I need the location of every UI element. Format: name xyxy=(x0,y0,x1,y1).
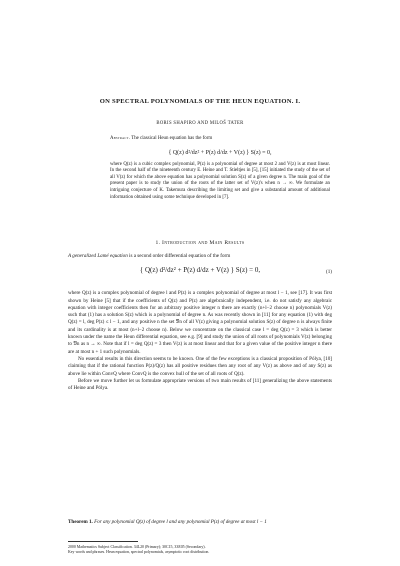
abstract-intro-line xyxy=(110,136,330,143)
paragraph-3: No essential results in this direction seems to be known. One of the few exceptions is a classical proposition of Pólya, [10] claiming that if the rational function P(z)/Q(z) has all positive residues then any root of any V(z) as above and of any S(z) as above lie within ConvQ where ConvQ is the convex hull of the set of all roots of Q(z). xyxy=(68,355,332,377)
main-equation-block xyxy=(68,264,332,286)
theorem-1 xyxy=(68,519,332,526)
abstract-equation: { Q(z) d²/dz² + P(z) d/dz + V(z) } S(z) = 0, xyxy=(168,149,272,156)
paper-title: ON SPECTRAL POLYNOMIALS OF THE HEUN EQUATION. I. xyxy=(99,98,301,105)
footnote-msc: 2000 Mathematics Subject Classification. 34L20 (Primary); 30C15, 33E05 (Secondary). xyxy=(68,545,206,549)
abstract-intro: The classical Heun equation has the form xyxy=(131,136,213,141)
section-heading: 1. Introduction and Main Results xyxy=(155,240,245,246)
abstract-text: where Q(z) is a cubic complex polynomial, P(z) is a polynomial of degree at most 2 and V(z) is at most linear. In the second half of the nineteenth century E. Heine and T. Stieltjes in [5], [15] initiated the study of the set of all V(z) for which the above equation has a polynomial solution S(z) of a given degree n. The main goal of the present paper is to study the union of the roots of the latter set of V(z)'s when n → ∞. We formulate an intriguing conjecture of K. Takemura describing the limiting set and give a substantial amount of additional information obtained using some technique developed in [7]. xyxy=(110,161,330,200)
footnotes xyxy=(68,545,332,555)
paragraph-2: where Q(z) is a complex polynomial of degree l and P(z) is a complex polynomial of degree at most l − 1, see [17]. It was first shown by Heine [5] that if the coefficients of Q(z) and P(z) are algebraically independent, i.e. do not satisfy any algebraic equation with integer coefficients then for an arbitrary positive integer n there are exactly (n+l−2 choose n) polynomials V(z) such that (1) has a solution S(z) which is a polynomial of degree n. As was recently shown in [11] for any equation (1) with deg Q(z) = l, deg P(z) ≤ l − 1, and any positive n the set 𝔙n of all V(z) giving a polynomial solution S(z) of degree n is always finite and its cardinality is at most (n+l−2 choose n). Below we concentrate on the classical case l = deg Q(z) = 3 which is better known under the name the Heun differential equation, see e.g. [9] and study the union of all roots of polynomials V(z) belonging to 𝔙n as n → ∞. Note that if l = deg Q(z) = 3 then V(z) is at most linear and that for a given value of the positive integer n there are at most n + 1 such polynomials. xyxy=(68,290,332,355)
abstract-label: Abstract. xyxy=(110,136,131,141)
footnote-keywords: Key words and phrases. Heun equation, spectral polynomials, asymptotic root distribution. xyxy=(68,550,210,555)
paragraph-1-rest: is a second order differential equation of the form xyxy=(127,253,231,259)
paragraph-1 xyxy=(68,253,332,260)
footnote-rule xyxy=(68,541,138,542)
equation-number: (1) xyxy=(326,269,332,276)
theorem-text: For any polynomial Q(z) of degree l and any polynomial P(z) of degree at most l − 1 xyxy=(94,519,267,525)
paragraph-1-lead: A generalized Lamé equation xyxy=(68,253,128,259)
paragraph-4: Before we move further let us formulate appropriate versions of two main results of [11] generalizing the above statements of Heine and Pólya. xyxy=(68,377,332,392)
main-equation: { Q(z) d²/dz² + P(z) d/dz + V(z) } S(z) = 0, xyxy=(139,266,261,275)
theorem-label: Theorem 1. xyxy=(68,519,93,525)
body-text xyxy=(68,253,332,392)
abstract xyxy=(110,136,330,201)
paper-authors: BORIS SHAPIRO AND MILOŠ TATER xyxy=(156,121,244,126)
